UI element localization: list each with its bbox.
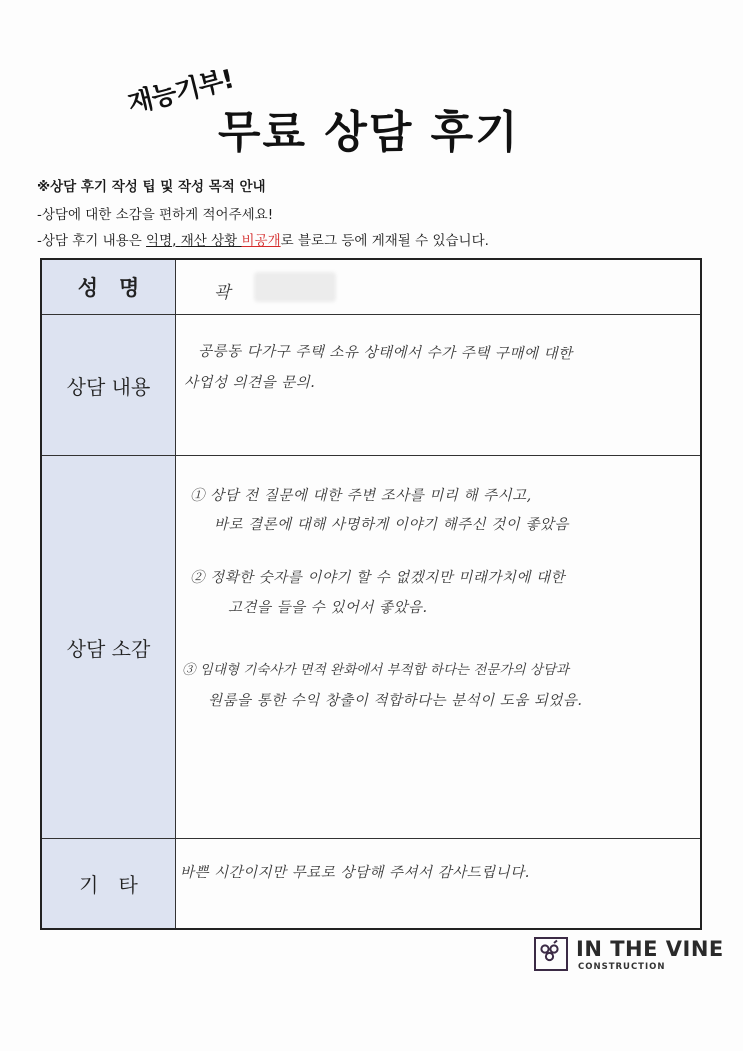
impression-line-4: 고견을 들을 수 있어서 좋았음.: [228, 600, 428, 616]
impression-line-1: ① 상담 전 질문에 대한 주변 조사를 미리 해 주시고,: [190, 488, 532, 504]
guide-comma: ,: [172, 233, 181, 249]
impression-line-3: ② 정확한 숫자를 이야기 할 수 없겠지만 미래가치에 대한: [190, 570, 566, 586]
impression-line-2: 바로 결론에 대해 사명하게 이야기 해주신 것이 좋았음: [214, 517, 569, 533]
grape-icon-graphic: [536, 939, 565, 968]
company-logo: [534, 935, 724, 975]
guide-anonymous-text: 익명: [146, 233, 173, 249]
name-value: 곽: [214, 283, 231, 303]
content-row: [42, 315, 700, 456]
logo-subtext: CONSTRUCTION: [578, 962, 666, 972]
guide-line-2: [37, 229, 489, 249]
guide-line-1: -상담에 대한 소감을 편하게 적어주세요!: [37, 207, 274, 223]
impression-line-6: 원룸을 통한 수익 창출이 적합하다는 분석이 도움 되었음.: [208, 693, 583, 709]
content-line-2: 사업성 의견을 문의.: [184, 375, 316, 391]
impression-line-5: ③ 임대형 기숙사가 면적 완화에서 부적합 하다는 전문가의 상담과: [182, 662, 569, 678]
impression-row: [42, 456, 700, 839]
guide-line-2-suffix: 로 블로그 등에 게재될 수 있습니다.: [280, 233, 489, 249]
name-row: [42, 260, 700, 315]
name-redaction-blur: [254, 272, 336, 302]
guide-heading: ※상담 후기 작성 팁 및 작성 목적 안내: [37, 179, 266, 195]
content-line-1: 공릉동 다가구 주택 소유 상태에서 수가 주택 구매에 대한: [197, 343, 573, 363]
impression-value-cell: [176, 456, 700, 838]
grape-icon: [534, 937, 568, 971]
review-form-table: [40, 258, 702, 930]
logo-wordmark: IN THE VINE: [576, 937, 724, 961]
guide-private-text: 비공개: [241, 233, 281, 249]
guide-line-2-prefix: -상담 후기 내용은: [37, 233, 147, 249]
guide-finance-text: 재산 상황: [180, 233, 242, 249]
etc-value-cell: [176, 839, 700, 928]
content-value-cell: [176, 315, 700, 455]
page-title: 무료 상담 후기: [218, 107, 520, 158]
name-label: 성 명: [42, 260, 176, 314]
etc-row: [42, 839, 700, 928]
etc-value: 바쁜 시간이지만 무료로 상담해 주셔서 감사드립니다.: [180, 865, 530, 881]
talent-donation-subtitle: 재능기부!: [124, 64, 237, 120]
impression-label: 상담 소감: [42, 456, 176, 838]
name-value-cell: [176, 260, 700, 314]
etc-label: 기 타: [42, 839, 176, 928]
content-label: 상담 내용: [42, 315, 176, 455]
